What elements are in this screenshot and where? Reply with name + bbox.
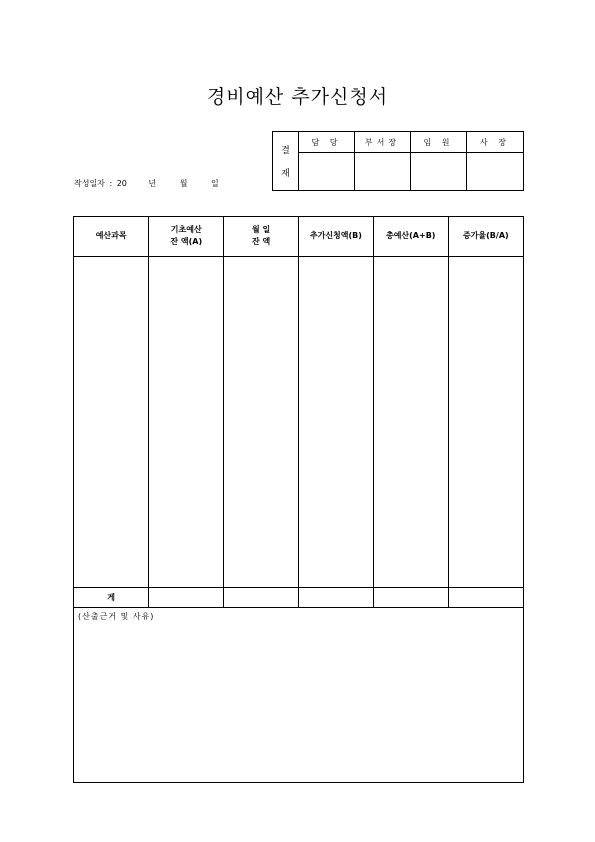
approval-sign-president[interactable] — [467, 153, 523, 190]
total-additional-request[interactable] — [298, 587, 373, 607]
cell-increase-rate[interactable] — [448, 256, 523, 587]
col-header-additional-request: 추가신청액(B) — [298, 217, 373, 256]
table-header-row — [74, 217, 523, 256]
remarks-box[interactable] — [73, 607, 524, 783]
date-month: 월 — [179, 179, 188, 188]
total-date-balance[interactable] — [224, 587, 299, 607]
approval-header-executive: 임 원 — [411, 132, 467, 153]
remarks-label: (산출근거 및 사유) — [78, 612, 155, 621]
date-day: 일 — [210, 179, 219, 188]
col-header-total-budget: 총예산(A+B) — [373, 217, 448, 256]
date-line — [74, 178, 228, 189]
approval-side-top: 결 — [281, 146, 290, 156]
budget-table — [73, 216, 524, 608]
total-initial-balance[interactable] — [149, 587, 224, 607]
total-label: 게 — [74, 587, 149, 607]
table-body-row — [74, 256, 523, 587]
col-header-initial-balance: 기초예산 잔 액(A) — [149, 217, 224, 256]
table-total-row — [74, 587, 523, 607]
col-header-increase-rate: 증가율(B/A) — [448, 217, 523, 256]
approval-block — [272, 131, 524, 191]
approval-header-manager: 부서장 — [355, 132, 411, 153]
cell-total-budget[interactable] — [373, 256, 448, 587]
cell-additional-request[interactable] — [298, 256, 373, 587]
date-year: 년 — [148, 179, 157, 188]
col-header-budget-item: 예산과목 — [74, 217, 149, 256]
total-increase-rate[interactable] — [448, 587, 523, 607]
approval-sign-manager[interactable] — [355, 153, 411, 190]
page-title: 경비예산 추가신청서 — [206, 86, 389, 108]
cell-date-balance[interactable] — [224, 256, 299, 587]
total-total-budget[interactable] — [373, 587, 448, 607]
date-label: 작성일자 : 20 — [74, 179, 127, 188]
approval-side-label — [273, 132, 299, 190]
approval-side-bottom: 재 — [281, 169, 290, 179]
cell-initial-balance[interactable] — [149, 256, 224, 587]
cell-budget-item[interactable] — [74, 256, 149, 587]
col-header-date-balance: 월 일 잔 액 — [224, 217, 299, 256]
approval-sign-staff[interactable] — [299, 153, 355, 190]
approval-header-president: 사 장 — [467, 132, 523, 153]
approval-sign-executive[interactable] — [411, 153, 467, 190]
approval-header-staff: 담 당 — [299, 132, 355, 153]
